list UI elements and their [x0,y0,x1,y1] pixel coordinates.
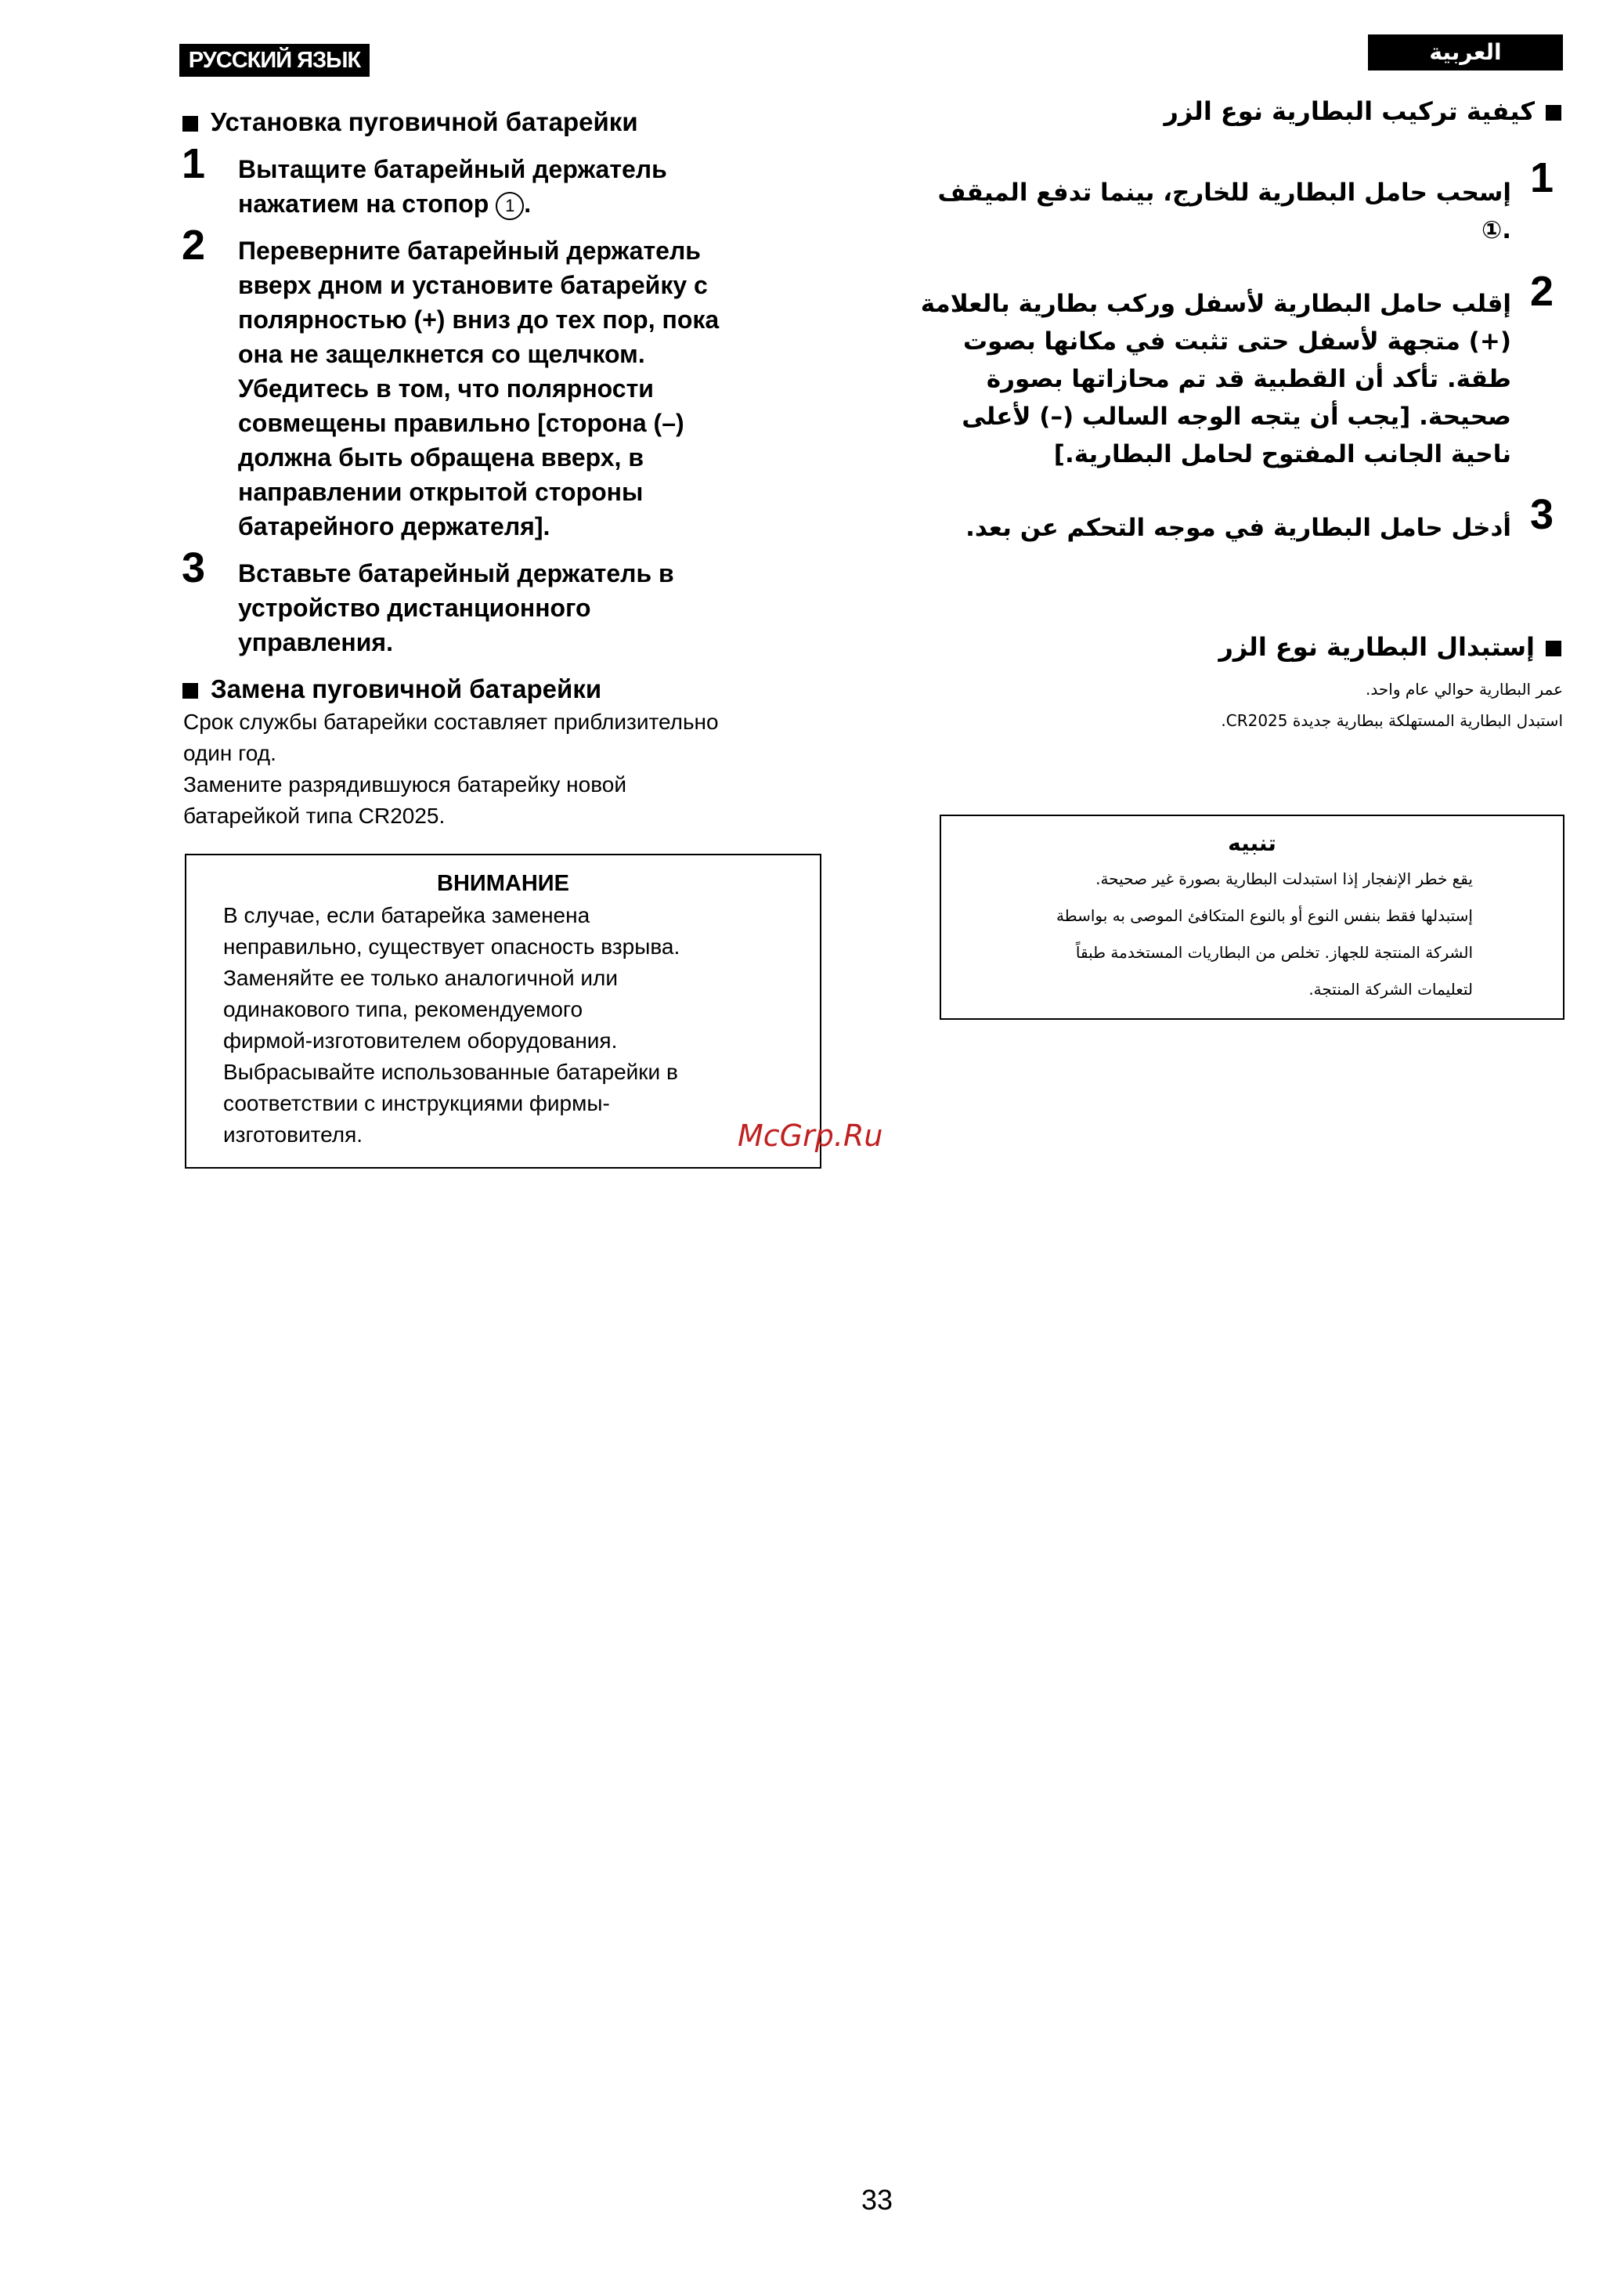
page-number: 33 [861,2184,893,2216]
watermark-text: McGrp.Ru [738,1118,883,1153]
ru-caution-box [185,854,821,1169]
ar-caution-text: يقع خطر الإنفجار إذا استبدلت البطارية بصورة غير صحيحة. إستبدلها فقط بنفس النوع أو بالنوع المتكافئ الموصى به بواسطة الشركة المنتجة للجهاز. تخلص من البطاريات المستخدمة طبقاً لتعليمات الشركة المنتجة. [1056,869,1473,999]
ar-caution-box [940,815,1564,1020]
ar-step-number: 3 [1530,491,1554,538]
circled-number-icon: 1 [496,192,524,220]
ar-caution-title: تنبيه [1228,830,1276,856]
ar-step-number: 2 [1530,268,1554,315]
ru-step-number: 2 [182,222,206,269]
ru-step-3-text: Вставьте батарейный держатель в устройство дистанционного управления. [238,559,674,656]
ar-step-number: 1 [1530,154,1554,201]
ar-step-1-text: إسحب حامل البطارية للخارج، بينما تدفع الميقف .① [937,179,1511,244]
ar-replace-heading: إستبدال البطارية نوع الزر [1218,630,1561,664]
square-bullet-icon [182,116,198,132]
square-bullet-icon [1546,641,1561,656]
ar-step-3-text: أدخل حامل البطارية في موجه التحكم عن بعد. [965,514,1511,542]
ar-step-2-text: إقلب حامل البطارية لأسفل وركب بطارية بالعلامة (+) متجهة لأسفل حتى تثبت في مكانها بصوت طقة. تأكد أن القطبية قد تم محازاتها بصورة صحيحة. [يجب أن يتجه الوجه السالب (–) لأعلى ناحية الجانب المفتوح لحامل البطارية.] [920,290,1511,468]
ru-step-number: 1 [182,140,206,187]
ru-replace-heading: Замена пуговичной батарейки [182,674,601,705]
arabic-language-tab: العربية [1368,34,1563,70]
ar-install-heading: كيفية تركيب البطارية نوع الزر [1164,94,1561,128]
ru-step-number: 3 [182,544,206,591]
square-bullet-icon [1546,105,1561,121]
ru-step-2-text: Переверните батарейный держатель вверх дном и установите батарейку с полярностью (+) вниз до тех пор, пока она не защелкнется со щелчком. Убедитесь в том, что полярности совмещены правильно [сторона (–) должна быть обращена вверх, в направлении открытой стороны батарейного держателя]. [238,237,720,540]
ru-caution-text: В случае, если батарейка заменена неправильно, существует опасность взрыва. Заменяйте ее только аналогичной или одинакового типа, рекомендуемого фирмой-изготовителем оборудования. Выбрасывайте использованные батарейки в соответствии с инструкциями фирмы- изготовителя. [223,903,680,1147]
ru-replace-text: Срок службы батарейки составляет приблизительно один год. Замените разрядившуюся батарейку новой батарейкой типа CR2025. [183,710,719,828]
ru-step-1-text: Вытащите батарейный держатель нажатием на стопор 1 . [238,152,802,221]
ru-caution-title: ВНИМАНИЕ [437,871,569,896]
ru-install-heading: Установка пуговичной батарейки [182,107,638,138]
square-bullet-icon [182,683,198,699]
ar-replace-text: عمر البطارية حوالي عام واحد. استبدل البطارية المستهلكة ببطارية جديدة CR2025. [1221,680,1563,730]
russian-language-tab: РУССКИЙ ЯЗЫК [179,44,370,77]
